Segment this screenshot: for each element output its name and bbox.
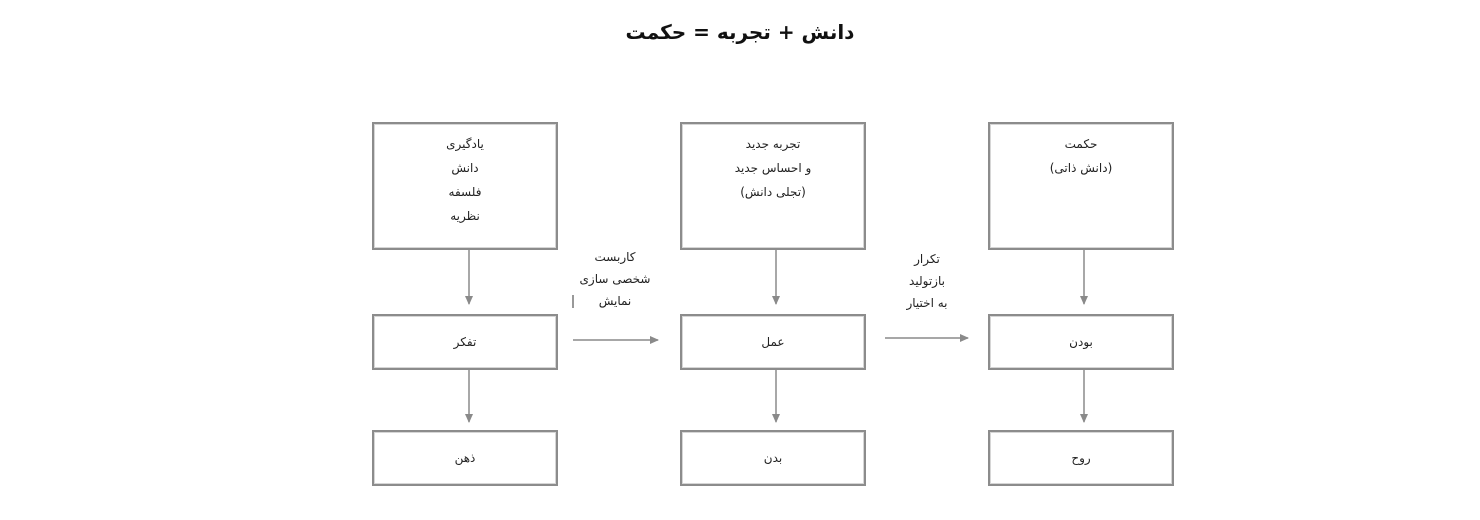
col3-top-line-2: (دانش ذاتی) [1049,161,1113,175]
col2-top-line-2: و احساس جدید [734,161,812,175]
connector-1-line-2: شخصی سازی [579,272,651,286]
col3-bottom-label: روح [1071,451,1091,465]
col3-middle-label: بودن [1069,335,1093,349]
col1-top-line-1: یادگیری [446,137,484,151]
col1-top-box [372,122,558,250]
col1-middle-box [372,314,558,370]
col2-top-box [680,122,866,250]
col3-top-line-1: حکمت [1064,137,1098,151]
col1-middle-label: تفکر [453,335,477,349]
col3-top-box [988,122,1174,250]
col2-middle-box [680,314,866,370]
connector-2-line-1: تکرار [914,252,940,266]
connector-1-label [560,246,670,312]
col2-top-line-1: تجربه جدید [745,137,801,151]
col1-bottom-box [372,430,558,486]
connector-2-line-2: بازتولید [909,274,945,288]
col2-middle-label: عمل [761,335,785,349]
connector-2-label [872,248,982,314]
col3-bottom-box [988,430,1174,486]
connector-2-line-3: به اختیار [906,296,948,310]
col3-middle-box [988,314,1174,370]
col1-top-line-2: دانش [451,161,479,175]
connector-1-line-3: نمایش [598,294,632,308]
col1-top-line-4: نظریه [450,209,480,223]
diagram-title: دانش + تجربه = حکمت [625,20,855,44]
col2-bottom-label: بدن [763,451,783,465]
col2-top-line-3: (تجلی دانش) [740,185,806,199]
col2-bottom-box [680,430,866,486]
col1-bottom-label: ذهن [454,451,476,465]
col1-top-line-3: فلسفه [448,185,482,199]
connector-1-line-1: کاربست [594,250,636,264]
